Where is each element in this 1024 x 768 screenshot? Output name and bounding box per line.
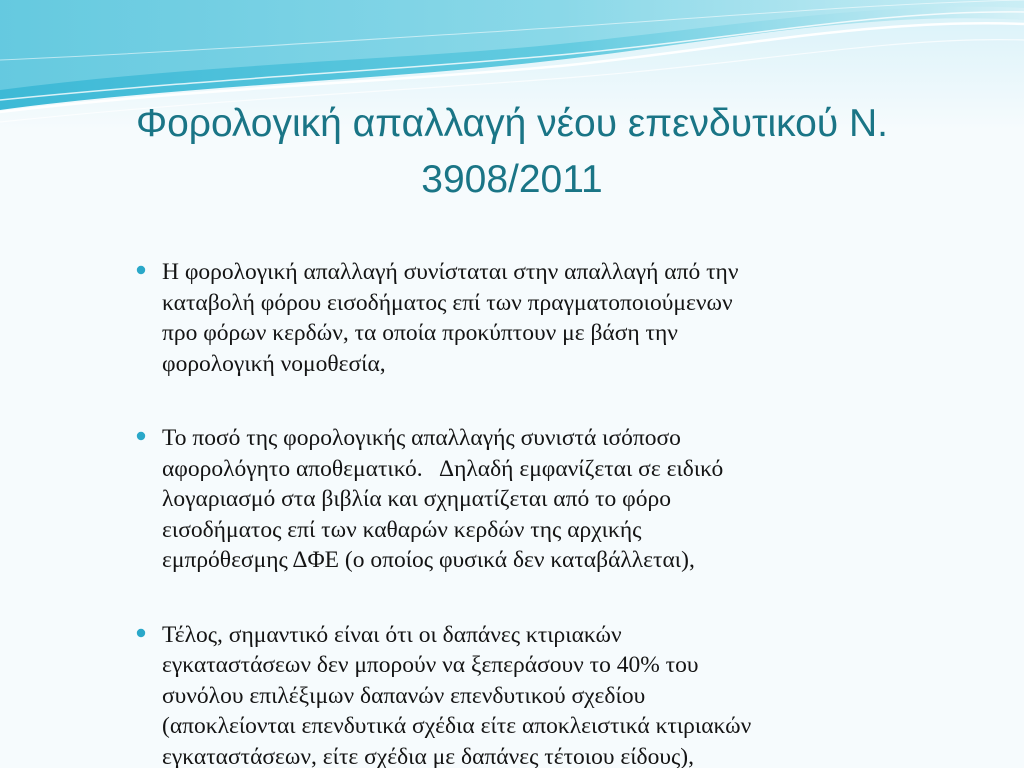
- bullet-item-1: [162, 257, 962, 379]
- bullet-line: φορολογική νομοθεσία,: [162, 350, 386, 377]
- bullet-line: Το ποσό της φορολογικής απαλλαγής συνιστά ισόποσο: [162, 425, 681, 451]
- bullet-line: Η φορολογική απαλλαγή συνίσταται στην απαλλαγή από την: [162, 259, 739, 285]
- title-line-1: Φορολογική απαλλαγή νέου επενδυτικού Ν.: [135, 102, 889, 145]
- bullet-line: προ φόρων κερδών, τα οποία προκύπτουν με βάση την: [162, 320, 678, 346]
- bullet-icon: [136, 431, 146, 441]
- bullet-line: καταβολή φόρου εισοδήματος επί των πραγματοποιούμενων: [162, 289, 733, 316]
- slide-title: [60, 96, 964, 208]
- bullet-line: εισοδήματος επί των καθαρών κερδών της αρχικής: [162, 516, 642, 543]
- bullet-line: αφορολόγητο αποθεματικό. Δηλαδή εμφανίζεται σε ειδικό: [162, 455, 724, 482]
- bullet-line: εγκαταστάσεων, είτε σχέδια με δαπάνες τέτοιου είδους),: [162, 743, 695, 768]
- bullet-line: (αποκλείονται επενδυτικά σχέδια είτε αποκλειστικά κτιριακών: [162, 713, 752, 739]
- bullet-line: εμπρόθεσμης ΔΦΕ (ο οποίος φυσικά δεν καταβάλλεται),: [162, 547, 695, 573]
- bullet-item-2: [162, 423, 962, 576]
- bullet-line: λογαριασμό στα βιβλία και σχηματίζεται από το φόρο: [162, 486, 671, 512]
- bullet-icon: [136, 628, 146, 638]
- title-line-2: 3908/2011: [421, 158, 603, 201]
- bullet-line: συνόλου επιλέξιμων δαπανών επενδυτικού σχεδίου: [162, 682, 646, 709]
- bullet-line: εγκαταστάσεων δεν μπορούν να ξεπεράσουν το 40% του: [162, 652, 699, 678]
- bullet-icon: [136, 265, 146, 275]
- bullet-line: Τέλος, σημαντικό είναι ότι οι δαπάνες κτιριακών: [162, 621, 622, 648]
- bullet-item-3: [162, 620, 962, 768]
- bullet-list: [162, 257, 962, 768]
